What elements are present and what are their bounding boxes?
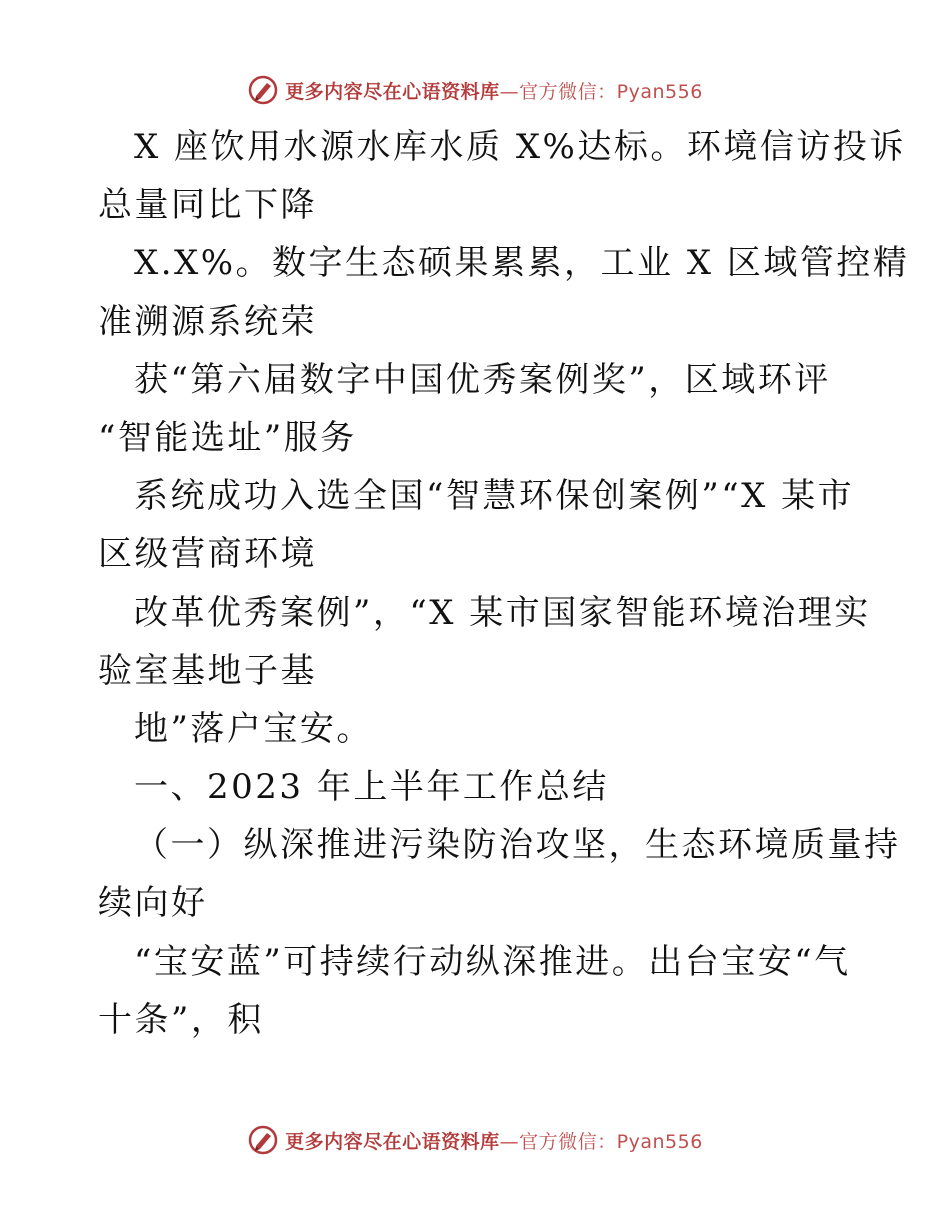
body-text-line: 准溯源系统荣	[98, 301, 317, 342]
document-body	[98, 118, 910, 1049]
watermark-logo-icon	[247, 1124, 279, 1156]
watermark-separator: —	[499, 1130, 520, 1153]
body-text-line: X.X%。数字生态硕果累累，工业 X 区域管控精	[134, 243, 910, 284]
watermark-text	[285, 77, 703, 104]
watermark-separator: —	[499, 80, 520, 103]
body-text-line: 系统成功入选全国“智慧环保创案例”“X 某市	[134, 476, 855, 517]
body-text-line: 获“第六届数字中国优秀案例奖”，区域环评	[134, 359, 831, 400]
body-text-line: 续向好	[98, 883, 208, 924]
body-text-line: 验室基地子基	[98, 650, 317, 691]
watermark-logo-icon	[247, 74, 279, 106]
watermark-header	[0, 70, 950, 110]
body-text-line: 总量同比下降	[98, 185, 317, 226]
body-text-line: （一）纵深推进污染防治攻坚，生态环境质量持	[134, 825, 901, 866]
watermark-main-text: 更多内容尽在心语资料库	[285, 80, 500, 103]
body-text-line: 改革优秀案例”，“X 某市国家智能环境治理实	[134, 592, 871, 633]
body-text-line: “宝安蓝”可持续行动纵深推进。出台宝安“气	[134, 941, 851, 982]
body-text-line: 一、2023 年上半年工作总结	[134, 767, 609, 808]
watermark-wechat-text: 官方微信：Pyan556	[519, 80, 703, 103]
body-text-line: X 座饮用水源水库水质 X%达标。环境信访投诉	[134, 127, 906, 167]
body-text-line: 十条”，积	[98, 999, 264, 1040]
body-text-line: “智能选址”服务	[98, 417, 357, 458]
watermark-footer	[0, 1120, 950, 1160]
body-text-line: 地”落户宝安。	[134, 708, 373, 749]
watermark-main-text: 更多内容尽在心语资料库	[285, 1130, 500, 1153]
watermark-text	[285, 1127, 703, 1154]
watermark-wechat-text: 官方微信：Pyan556	[519, 1130, 703, 1153]
body-text-line: 区级营商环境	[98, 534, 317, 575]
